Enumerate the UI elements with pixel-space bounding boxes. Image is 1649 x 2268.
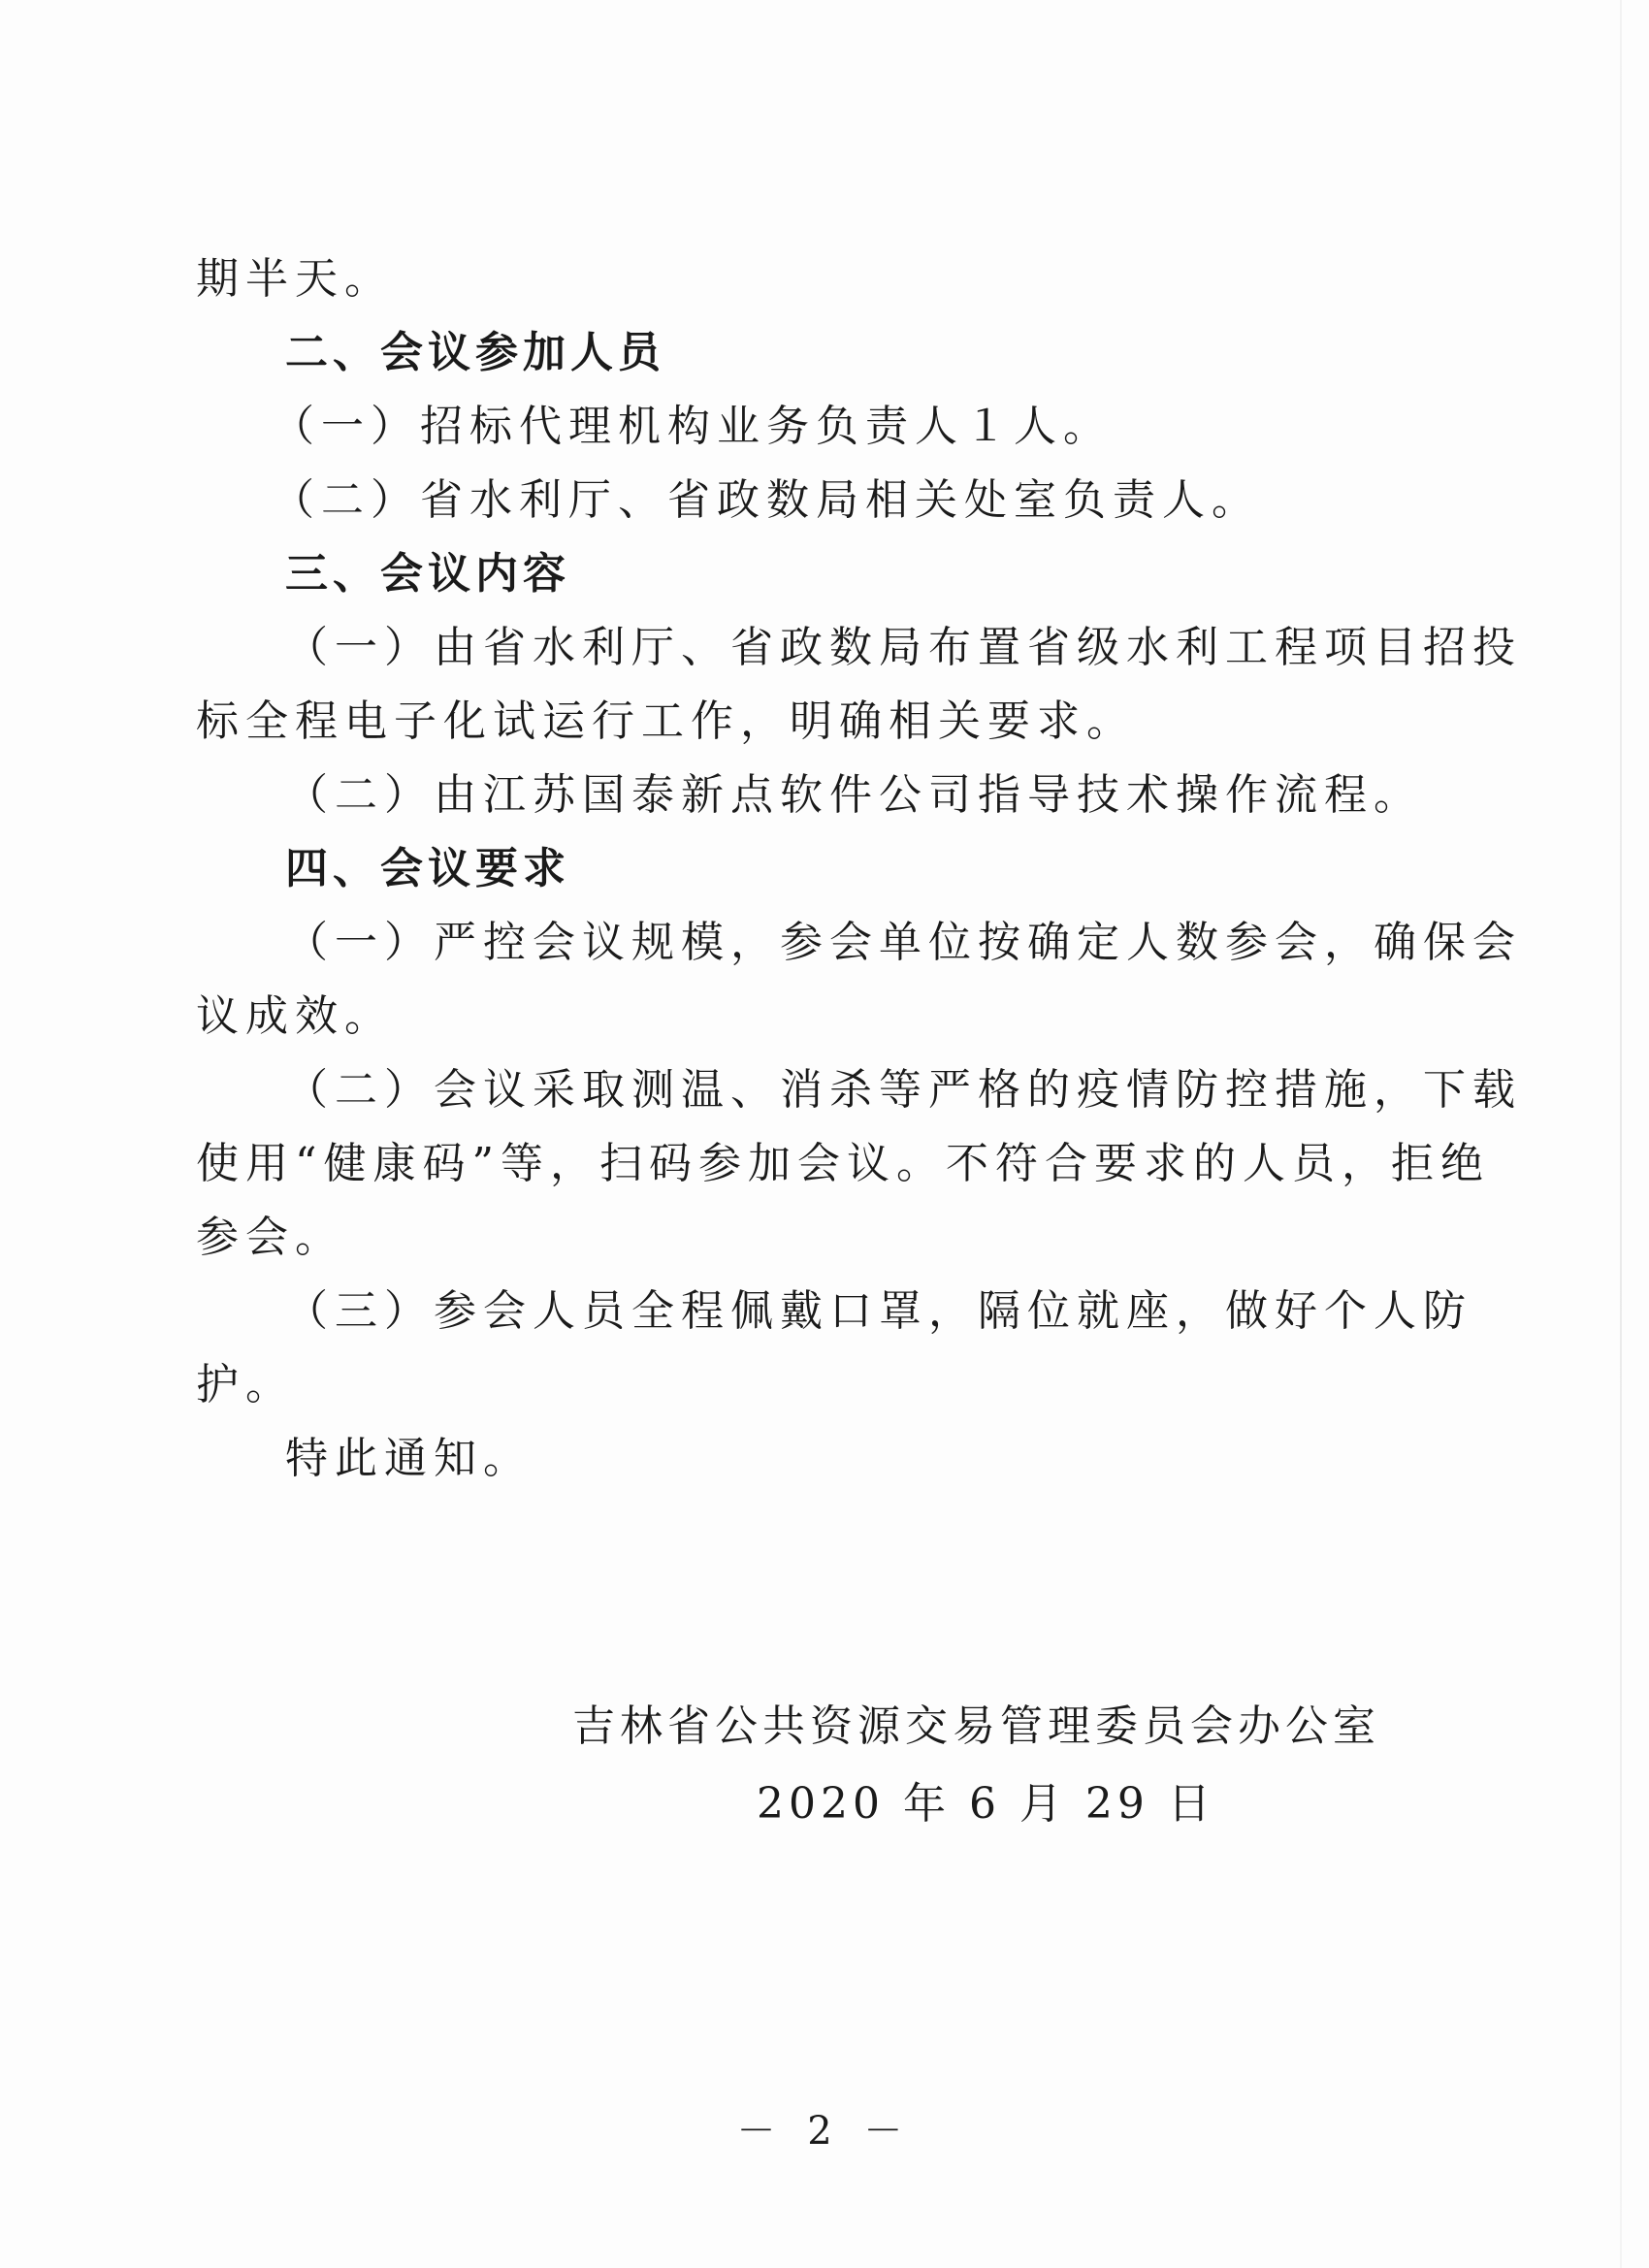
content-item-1-line-1: （一）由省水利厅、省政数局布置省级水利工程项目招投: [285, 623, 1522, 672]
document-body: [196, 243, 1522, 1496]
section-heading-participants: 二、会议参加人员: [285, 328, 665, 377]
requirements-item-1-line-1: （一）严控会议规模，参会单位按确定人数参会，确保会: [285, 918, 1522, 967]
requirements-item-1-line-2: 议成效。: [196, 991, 394, 1041]
requirements-item-2-line-2: 使用“健康码”等，扫码参加会议。不符合要求的人员，拒绝: [196, 1139, 1490, 1188]
closing-notice: 特此通知。: [285, 1434, 533, 1483]
participants-item-1: （一）招标代理机构业务负责人１人。: [272, 402, 1113, 451]
scan-edge: [1620, 0, 1622, 2268]
issue-date: 2020 年 6 月 29 日: [757, 1779, 1215, 1829]
issuing-organization: 吉林省公共资源交易管理委员会办公室: [572, 1701, 1380, 1751]
content-item-2: （二）由江苏国泰新点软件公司指导技术操作流程。: [285, 770, 1423, 820]
requirements-item-2-line-3: 参会。: [196, 1213, 344, 1262]
paragraph-continuation: 期半天。: [196, 254, 394, 304]
content-item-1-line-2: 标全程电子化试运行工作，明确相关要求。: [196, 697, 1136, 746]
requirements-item-2-line-1: （二）会议采取测温、消杀等严格的疫情防控措施，下载: [285, 1065, 1522, 1115]
section-heading-requirements: 四、会议要求: [285, 844, 570, 893]
signature-block: [572, 1688, 1380, 1843]
section-heading-content: 三、会议内容: [285, 549, 570, 599]
requirements-item-3-line-1: （三）参会人员全程佩戴口罩，隔位就座，做好个人防: [285, 1286, 1472, 1336]
page-number: － 2 －: [736, 2109, 913, 2154]
requirements-item-3-line-2: 护。: [196, 1360, 295, 1409]
participants-item-2: （二）省水利厅、省政数局相关处室负责人。: [272, 475, 1261, 525]
